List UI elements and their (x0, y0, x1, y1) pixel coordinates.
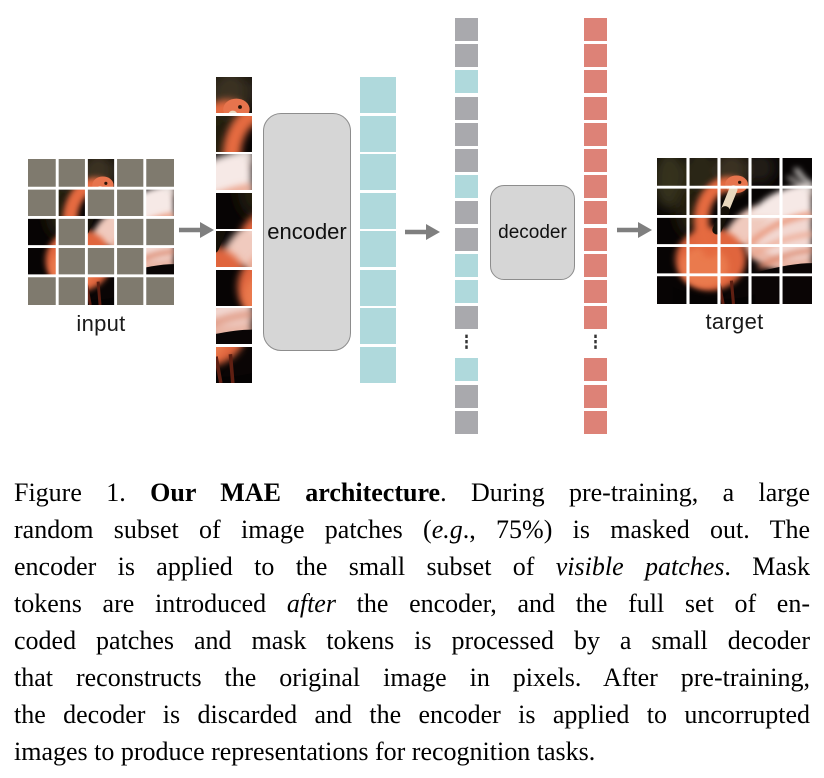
mask-token (455, 385, 478, 408)
visible-image-patch (216, 116, 252, 152)
encoded-token (360, 116, 396, 152)
masked-patch (145, 159, 174, 188)
encoded-token (455, 175, 478, 198)
caption-line (14, 548, 810, 585)
decoder-token (584, 411, 607, 434)
decoder-token (584, 175, 607, 198)
masked-patch (28, 188, 57, 217)
decoder-token (584, 201, 607, 224)
target-image (657, 158, 812, 304)
decoder-output-column (584, 18, 607, 434)
decoder-token (584, 254, 607, 277)
encoded-token (360, 154, 396, 190)
caption-text: encoder is applied to the small subset of (14, 552, 556, 581)
mask-token (455, 44, 478, 67)
figure-caption (14, 474, 810, 770)
masked-patch (116, 159, 145, 188)
visible-image-patch (216, 231, 252, 267)
mask-token (455, 411, 478, 434)
caption-text: tokens are introduced (14, 589, 287, 618)
ellipsis: ⋮ (588, 332, 603, 354)
visible-image-patch (216, 347, 252, 383)
caption-text: images to produce representations for recognition tasks. (14, 737, 596, 766)
decoder-token (584, 123, 607, 146)
caption-text: the encoder, and the full set of en- (335, 589, 810, 618)
encoded-token (455, 70, 478, 93)
caption-line (14, 511, 810, 548)
caption-text: the decoder is discarded and the encoder is applied to uncorrupted (14, 700, 810, 729)
caption-text: that reconstructs the original image in pixels. After pre-training, (14, 663, 810, 692)
caption-line (14, 733, 810, 770)
caption-line (14, 474, 810, 511)
decoder-token (584, 44, 607, 67)
decoder-box (490, 185, 575, 280)
decoder-label: decoder (498, 221, 567, 243)
mask-token (455, 97, 478, 120)
encoded-token (455, 358, 478, 381)
encoder-label: encoder (267, 219, 347, 244)
mask-token (455, 123, 478, 146)
caption-line (14, 696, 810, 733)
input-label: input (76, 311, 126, 336)
masked-patch (86, 188, 115, 217)
decoder-token (584, 358, 607, 381)
caption-text: Figure 1. (14, 478, 151, 507)
target-label: target (705, 309, 764, 334)
visible-image-patch (216, 308, 252, 344)
caption-text: . Mask (724, 552, 810, 581)
mask-token (455, 228, 478, 251)
visible-image-patch (216, 193, 252, 229)
caption-text: coded patches and mask tokens is processed by a small decoder (14, 626, 810, 655)
masked-patch (116, 276, 145, 305)
masked-patch (116, 247, 145, 276)
visible-patch-column (216, 77, 252, 383)
caption-line (14, 622, 810, 659)
decoder-token (584, 306, 607, 329)
visible-image-patch (216, 270, 252, 306)
decoder-input-column (455, 18, 478, 434)
mask-token (455, 18, 478, 41)
arrow-icon (616, 220, 652, 240)
encoder-output-column (360, 77, 396, 383)
caption-line (14, 659, 810, 696)
decoder-token (584, 385, 607, 408)
masked-patch (145, 217, 174, 246)
masked-patch (28, 276, 57, 305)
decoder-token (584, 97, 607, 120)
visible-image-patch (216, 77, 252, 113)
decoder-token (584, 280, 607, 303)
masked-patch (57, 276, 86, 305)
caption-text: ., 75%) is masked out. The (462, 515, 810, 544)
caption-text: random subset of image patches ( (14, 515, 432, 544)
encoded-token (360, 77, 396, 113)
decoder-token (584, 18, 607, 41)
arrow-icon (178, 220, 214, 240)
encoded-token (360, 193, 396, 229)
masked-patch (28, 159, 57, 188)
arrow-icon (404, 222, 440, 242)
masked-patch (145, 276, 174, 305)
caption-text: visible patches (555, 552, 725, 581)
mask-token (455, 149, 478, 172)
masked-patch (86, 247, 115, 276)
decoder-token (584, 149, 607, 172)
caption-text: after (286, 589, 336, 618)
decoder-token (584, 228, 607, 251)
encoded-token (360, 347, 396, 383)
caption-text: . During pre-training, a large (440, 478, 810, 507)
visible-image-patch (216, 154, 252, 190)
masked-patch (57, 159, 86, 188)
masked-patch (57, 247, 86, 276)
encoder-box (263, 113, 351, 351)
decoder-token (584, 70, 607, 93)
caption-line (14, 585, 810, 622)
caption-text: e.g (431, 515, 463, 544)
encoded-token (455, 280, 478, 303)
ellipsis: ⋮ (459, 332, 474, 354)
masked-patch (116, 217, 145, 246)
input-masked-image (28, 159, 174, 305)
encoded-token (455, 254, 478, 277)
mask-token (455, 201, 478, 224)
masked-patch (57, 217, 86, 246)
encoded-token (360, 308, 396, 344)
masked-patch (116, 188, 145, 217)
encoded-token (360, 231, 396, 267)
encoded-token (360, 270, 396, 306)
caption-text: Our MAE architecture (150, 478, 441, 507)
mask-token (455, 306, 478, 329)
